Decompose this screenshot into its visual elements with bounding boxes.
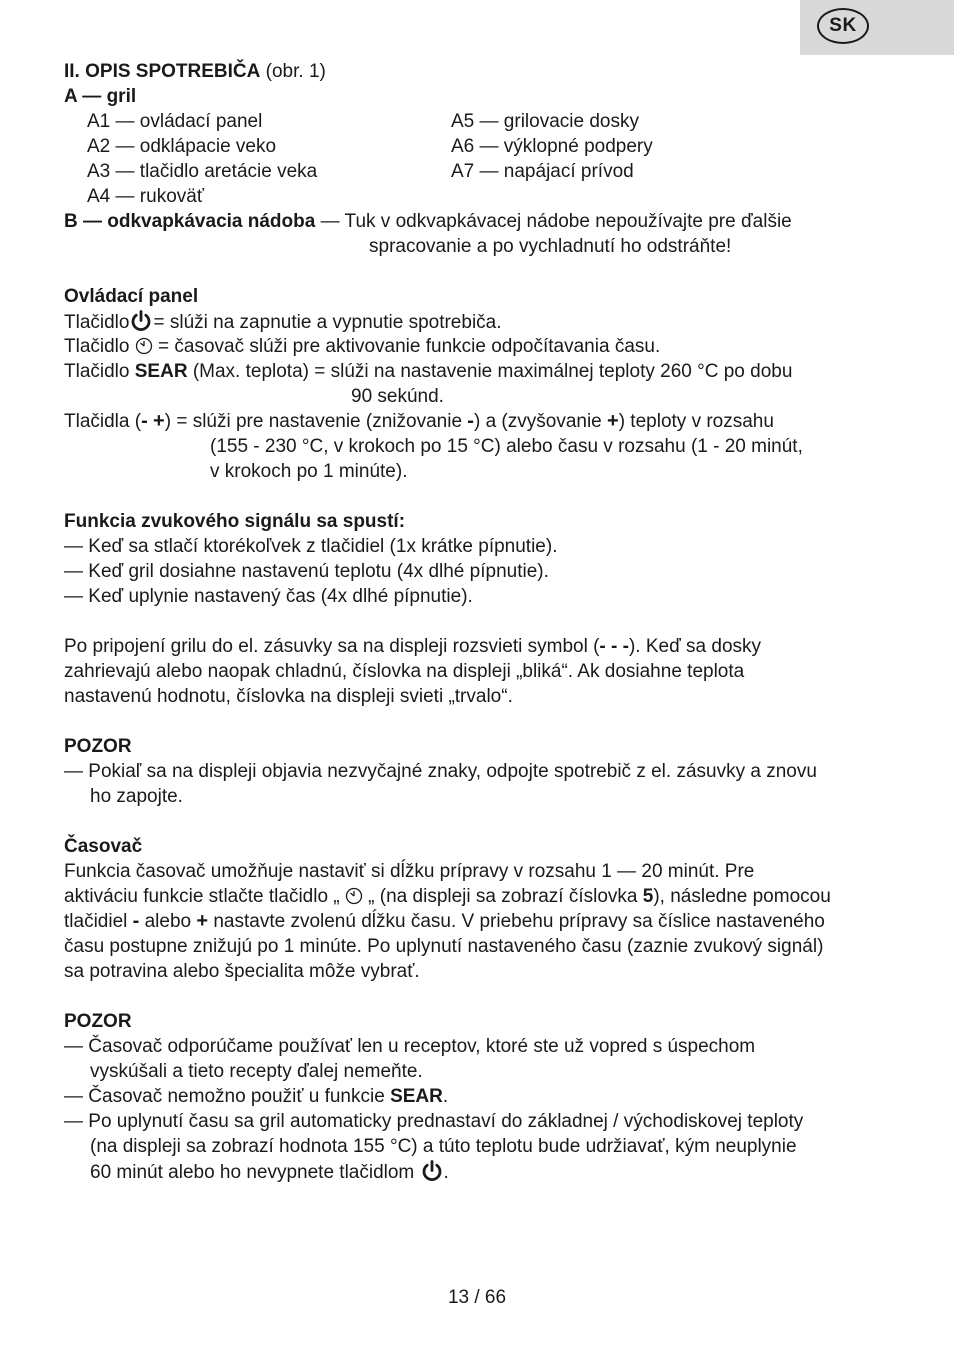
timer-digit: 5 bbox=[642, 886, 654, 907]
part-a4: A4 — rukoväť bbox=[87, 186, 204, 207]
part-b bbox=[64, 209, 792, 234]
part-a-heading-text: A — gril bbox=[64, 86, 137, 107]
warning-2-line-5: (na displeji sa zobrazí hodnota 155 °C) a túto teplotu bude udržiavať, kým neuplynie bbox=[90, 1136, 797, 1157]
warning-heading bbox=[64, 734, 132, 759]
part-a2: A2 — odklápacie veko bbox=[87, 136, 277, 157]
part-a1: A1 — ovládací panel bbox=[87, 111, 263, 132]
warning-2-line-2: vyskúšali a tieto recepty ďalej nemeňte. bbox=[90, 1061, 423, 1082]
control-panel-heading bbox=[64, 284, 198, 309]
timer-button-line bbox=[64, 334, 660, 359]
sear-label: SEAR bbox=[134, 361, 188, 382]
timer-line-2-c: ), následne pomocou bbox=[653, 886, 831, 907]
sear-line-prefix: Tlačidlo bbox=[64, 361, 135, 382]
section-title-bold: II. OPIS SPOTREBIČA bbox=[64, 61, 261, 82]
warning-1-line-1: — Pokiaľ sa na displeji objavia nezvyčajné znaky, odpojte spotrebič z el. zásuvky a znovu bbox=[64, 761, 817, 782]
timer-line-5: sa potravina alebo špecialita môže vybrať. bbox=[64, 961, 420, 982]
plus-symbol: + bbox=[607, 410, 619, 432]
sound-item-2: — Keď gril dosiahne nastavenú teplotu (4x dlhé pípnutie). bbox=[64, 561, 549, 582]
sear-line-cont: 90 sekúnd. bbox=[351, 386, 444, 407]
plus-symbol: + bbox=[153, 410, 165, 432]
warning-2-line-4: — Po uplynutí času sa gril automaticky prednastaví do základnej / východiskovej teploty bbox=[64, 1111, 804, 1132]
pm-line-d: ) teploty v rozsahu bbox=[618, 411, 774, 432]
section-title-ref: (obr. 1) bbox=[260, 61, 326, 82]
timer-line-3 bbox=[64, 909, 825, 934]
sear-label: SEAR bbox=[390, 1086, 443, 1107]
clock-icon bbox=[345, 887, 363, 905]
part-a6: A6 — výklopné podpery bbox=[451, 136, 653, 157]
clock-icon bbox=[135, 337, 153, 355]
warning-2-line-3-b: . bbox=[442, 1086, 449, 1107]
timer-line-text: = časovač slúži pre aktivovanie funkcie odpočítavania času. bbox=[152, 336, 661, 357]
plus-minus-cont-2: v krokoch po 1 minúte). bbox=[210, 461, 408, 482]
minus-symbol: - bbox=[141, 410, 148, 432]
power-line-text: = slúži na zapnutie a vypnutie spotrebiča. bbox=[153, 312, 502, 333]
warning-heading bbox=[64, 1009, 132, 1034]
display-line-1-post: ). Keď sa dosky bbox=[628, 636, 762, 657]
warning-2-line-6 bbox=[90, 1159, 449, 1185]
part-b-text: — Tuk v odkvapkávacej nádobe nepoužívajte pre ďalšie bbox=[315, 211, 792, 232]
part-a3: A3 — tlačidlo aretácie veka bbox=[87, 161, 318, 182]
timer-line-1: Funkcia časovač umožňuje nastaviť si dĺžku prípravy v rozsahu 1 — 20 minút. Pre bbox=[64, 861, 755, 882]
plus-minus-line bbox=[64, 409, 774, 434]
power-button-line bbox=[64, 309, 502, 335]
part-b-heading: B — odkvapkávacia nádoba bbox=[64, 211, 316, 232]
sound-item-1: — Keď sa stlačí ktorékoľvek z tlačidiel (1x krátke pípnutie). bbox=[64, 536, 558, 557]
timer-line-2 bbox=[64, 884, 831, 909]
sound-item-3: — Keď uplynie nastavený čas (4x dlhé pípnutie). bbox=[64, 586, 473, 607]
pm-line-c: ) a (zvyšovanie bbox=[473, 411, 608, 432]
pm-line-b: ) = slúži pre nastavenie (znižovanie bbox=[164, 411, 468, 432]
part-a-heading bbox=[64, 84, 136, 109]
section-title bbox=[64, 59, 326, 84]
warning-2-line-3 bbox=[64, 1084, 448, 1109]
power-icon bbox=[129, 309, 153, 333]
sear-line-text: (Max. teplota) = slúži na nastavenie maximálnej teploty 260 °C po dobu bbox=[187, 361, 793, 382]
language-badge: SK bbox=[817, 8, 869, 44]
timer-heading bbox=[64, 834, 142, 859]
part-a7: A7 — napájací prívod bbox=[451, 161, 634, 182]
sound-heading-text: Funkcia zvukového signálu sa spustí: bbox=[64, 511, 406, 532]
timer-line-3-b: alebo bbox=[139, 911, 197, 932]
timer-line-4: času postupne znižujú po 1 minúte. Po uplynutí nastaveného času (zaznie zvukový signál) bbox=[64, 936, 824, 957]
plus-symbol: + bbox=[196, 910, 209, 932]
plus-minus-cont-1: (155 - 230 °C, v krokoch po 15 °C) alebo času v rozsahu (1 - 20 minút, bbox=[210, 436, 803, 457]
display-line-1 bbox=[64, 634, 761, 659]
language-tab bbox=[800, 0, 954, 55]
page-number: 13 / 66 bbox=[447, 1287, 507, 1308]
timer-line-prefix: Tlačidlo bbox=[64, 336, 135, 357]
pm-line-a: Tlačidla ( bbox=[64, 411, 142, 432]
sound-heading bbox=[64, 509, 405, 534]
minus-symbol: - bbox=[467, 410, 474, 432]
display-line-2: zahrievajú alebo naopak chladnú, číslovka na displeji „bliká“. Ak dosiahne teplota bbox=[64, 661, 745, 682]
display-line-3: nastavenú hodnotu, číslovka na displeji svieti „trvalo“. bbox=[64, 686, 513, 707]
dash-symbol: - - - bbox=[599, 636, 629, 657]
display-line-1-pre: Po pripojení grilu do el. zásuvky sa na displeji rozsvieti symbol ( bbox=[64, 636, 600, 657]
part-a5: A5 — grilovacie dosky bbox=[451, 111, 639, 132]
warning-2-line-6-b: . bbox=[443, 1162, 449, 1183]
control-panel-heading-text: Ovládací panel bbox=[64, 286, 199, 307]
warning-1-line-2: ho zapojte. bbox=[90, 786, 183, 807]
power-icon bbox=[420, 1159, 444, 1183]
timer-line-2-a: aktiváciu funkcie stlačte tlačidlo „ bbox=[64, 886, 345, 907]
part-b-text-cont: spracovanie a po vychladnutí ho odstráňte! bbox=[369, 236, 732, 257]
timer-heading-text: Časovač bbox=[64, 836, 143, 857]
timer-line-2-b: „ (na displeji sa zobrazí číslovka bbox=[362, 886, 643, 907]
warning-2-line-1: — Časovač odporúčame používať len u receptov, ktoré ste už vopred s úspechom bbox=[64, 1036, 756, 1057]
timer-line-3-a: tlačidiel bbox=[64, 911, 133, 932]
warning-heading-text: POZOR bbox=[64, 1011, 132, 1032]
warning-2-line-6-a: 60 minút alebo ho nevypnete tlačidlom bbox=[90, 1162, 420, 1183]
warning-2-line-3-a: — Časovač nemožno použiť u funkcie bbox=[64, 1086, 391, 1107]
sear-button-line bbox=[64, 359, 792, 384]
timer-line-3-c: nastavte zvolenú dĺžku času. V priebehu prípravy sa číslice nastaveného bbox=[208, 911, 825, 932]
warning-heading-text: POZOR bbox=[64, 736, 132, 757]
power-line-prefix: Tlačidlo bbox=[64, 312, 130, 333]
minus-symbol: - bbox=[132, 910, 140, 932]
